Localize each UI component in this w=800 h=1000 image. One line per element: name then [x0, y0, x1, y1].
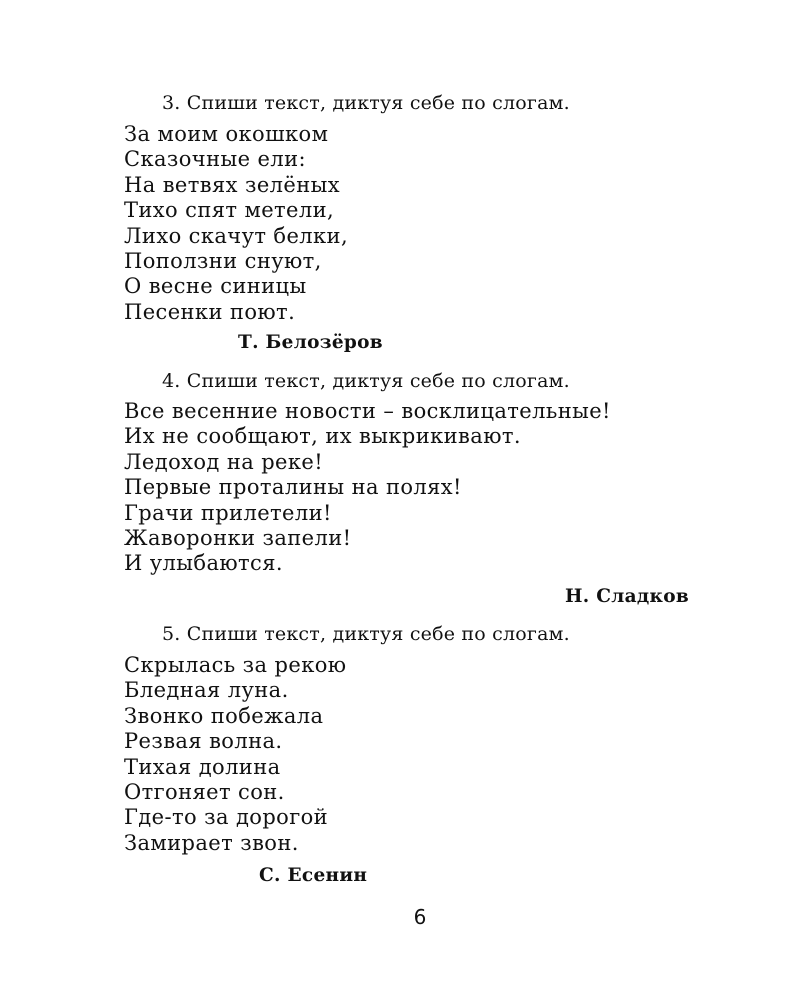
- poem-line: И улыбаются.: [124, 551, 283, 576]
- poem-line: Звонко побежала: [124, 703, 324, 728]
- exercise-3-text: [124, 122, 348, 325]
- exercise-5-title: 5. Спиши текст, диктуя себе по слогам.: [162, 623, 570, 645]
- exercise-3-title: 3. Спиши текст, диктуя себе по слогам.: [162, 92, 570, 114]
- poem-line: На ветвях зелёных: [124, 172, 340, 197]
- poem-line: Замирает звон.: [124, 830, 299, 855]
- poem-line: Жаворонки запели!: [124, 525, 352, 550]
- exercise-5-author: С. Есенин: [259, 865, 368, 886]
- poem-line: Сказочные ели:: [124, 147, 306, 172]
- poem-line: Резвая волна.: [124, 729, 283, 754]
- poem-line: Песенки поют.: [124, 299, 296, 324]
- poem-line: Тихо спят метели,: [124, 198, 335, 223]
- exercise-4-author: Н. Сладков: [565, 586, 689, 607]
- poem-line: Первые проталины на полях!: [124, 475, 462, 500]
- poem-line: Тихая долина: [124, 754, 281, 779]
- poem-line: За моим окошком: [124, 122, 329, 146]
- poem-line: Ледоход на реке!: [124, 449, 324, 474]
- poem-line: Бледная луна.: [124, 678, 289, 703]
- poem-line: Поползни снуют,: [124, 248, 322, 273]
- poem-line: Где-то за дорогой: [124, 805, 329, 830]
- poem-line: Их не сообщают, их выкрикивают.: [124, 424, 521, 449]
- poem-line: Скрылась за рекою: [124, 653, 347, 677]
- exercise-4-title: 4. Спиши текст, диктуя себе по слогам.: [162, 370, 570, 392]
- exercise-5-text: [124, 653, 346, 856]
- poem-line: Отгоняет сон.: [124, 779, 285, 804]
- poem-line: Грачи прилетели!: [124, 500, 332, 525]
- poem-line: Лихо скачут белки,: [124, 223, 349, 248]
- page-number: 6: [413, 905, 427, 929]
- poem-line: О весне синицы: [124, 274, 307, 299]
- exercise-4-text: [124, 399, 611, 577]
- poem-line: Все весенние новости – восклицательные!: [124, 399, 611, 423]
- exercise-3-author: Т. Белозёров: [238, 332, 383, 353]
